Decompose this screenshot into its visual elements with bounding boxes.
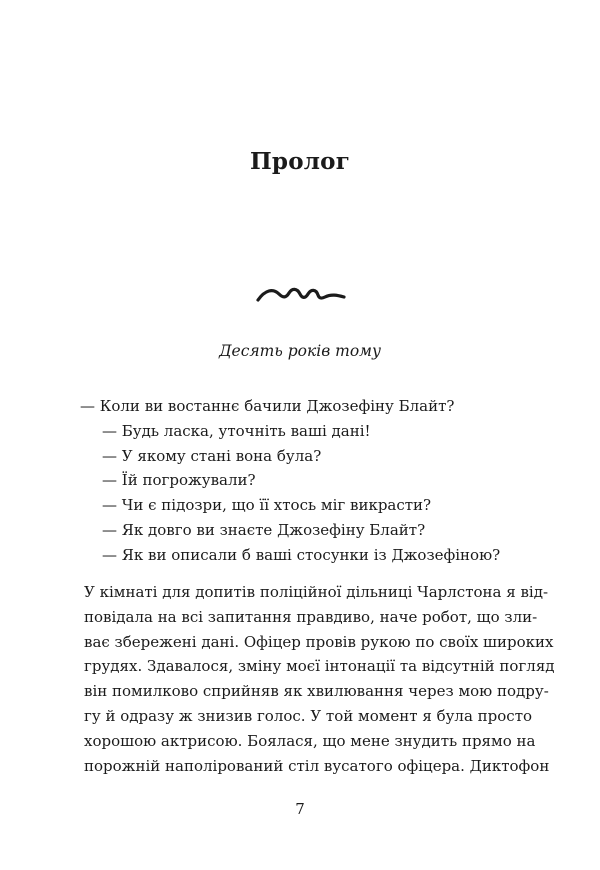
paragraph-line: хорошою актрисою. Боялася, що мене знудить прямо на [84,731,536,750]
wave-flourish-icon [255,282,347,304]
body-paragraph [84,580,555,778]
dialogue-line: — Чи є підозри, що її хтось міг викрасти? [102,496,432,515]
paragraph-line: він помилково сприйняв як хвилювання через мою подру- [84,682,549,701]
dialogue-line: — Їй погрожували? [102,471,256,490]
dialogue-line: — У якому стані вона була? [102,446,322,465]
paragraph-line: гу й одразу ж знизив голос. У той момент я була просто [84,706,533,725]
paragraph-line: грудях. Здавалося, зміну моєї інтонації та відсутній погляд [84,657,555,676]
page-number: 7 [295,800,305,818]
paragraph-line: У кімнаті для допитів поліційної дільниці Чарлстона я від- [84,583,549,601]
paragraph-line: повідала на всі запитання правдиво, наче робот, що зли- [84,607,538,626]
dialogue-line: — Як ви описали б ваші стосунки із Джозефіною? [102,545,501,564]
paragraph-line: порожній наполірований стіл вусатого офіцера. Диктофон [84,756,550,775]
paragraph-line: ває збережені дані. Офіцер провів рукою по своїх широких [84,632,554,651]
dialogue-line: — Коли ви востаннє бачили Джозефіну Блайт? [80,397,455,415]
chapter-title: Пролог [250,148,350,175]
dialogue-line: — Як довго ви знаєте Джозефіну Блайт? [102,520,426,539]
chapter-subtitle: Десять років тому [218,342,382,360]
dialogue-line: — Будь ласка, уточніть ваші дані! [102,421,371,440]
dialogue-list [80,394,500,568]
